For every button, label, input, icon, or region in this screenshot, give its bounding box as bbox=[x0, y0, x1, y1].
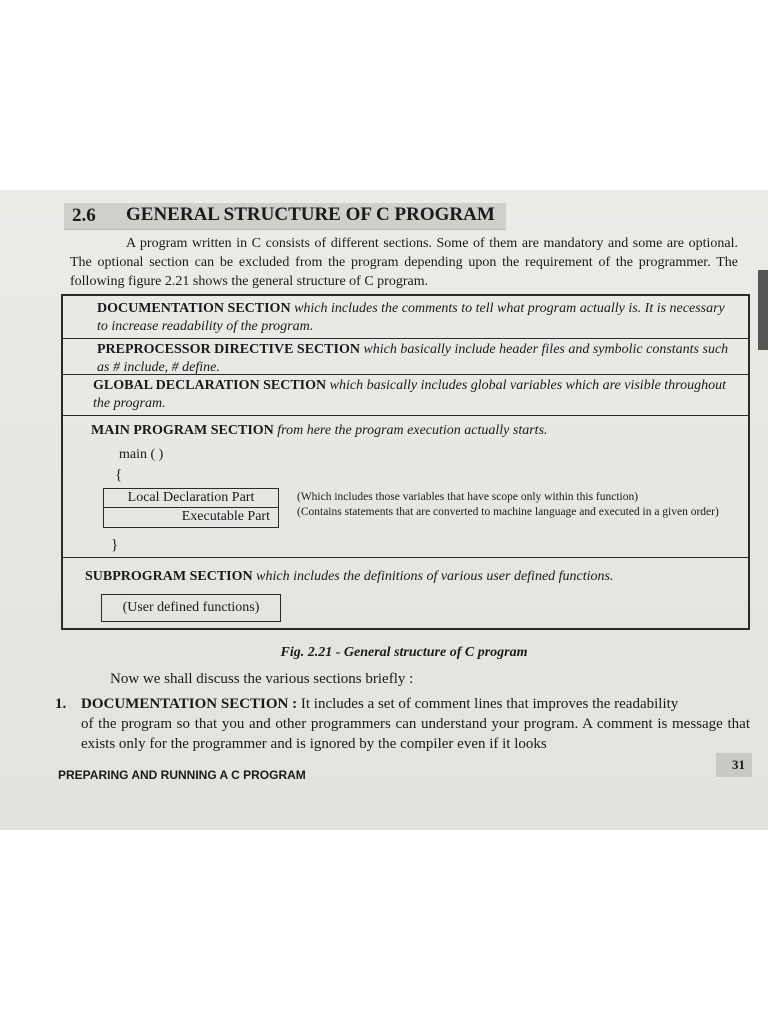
section-title: GENERAL STRUCTURE OF C PROGRAM bbox=[126, 204, 495, 225]
running-footer: PREPARING AND RUNNING A C PROGRAM bbox=[58, 768, 306, 782]
documentation-point bbox=[55, 694, 750, 754]
global-title: GLOBAL DECLARATION SECTION bbox=[93, 378, 327, 393]
preprocessor-desc: which basically include header files and symbolic constants such as # include, # define. bbox=[97, 342, 729, 375]
page-number: 31 bbox=[732, 757, 745, 772]
subprogram-desc: which includes the definitions of various user defined functions. bbox=[256, 569, 614, 584]
preprocessor-row bbox=[63, 339, 748, 375]
global-row bbox=[63, 375, 748, 416]
executable-part: Executable Part bbox=[181, 509, 270, 524]
main-title: MAIN PROGRAM SECTION bbox=[91, 423, 274, 438]
main-row bbox=[63, 416, 748, 558]
global-desc: which basically includes global variables which are visible throughout the program. bbox=[93, 378, 727, 411]
documentation-title: DOCUMENTATION SECTION bbox=[97, 301, 291, 316]
main-desc: from here the program execution actually starts. bbox=[277, 423, 548, 438]
main-call: main ( ) bbox=[119, 447, 164, 462]
point-number: 1. bbox=[55, 696, 67, 712]
documentation-row bbox=[63, 296, 748, 339]
intro-text: A program written in C consists of different sections. Some of them are mandatory and some are optional. The optional section can be excluded from the program depending upon the requirement of the programmer. The following figure 2.21 shows the general structure of C program. bbox=[70, 236, 738, 289]
point-title: DOCUMENTATION SECTION : bbox=[81, 696, 298, 712]
local-declaration-part: Local Declaration Part bbox=[104, 489, 278, 508]
now-text: Now we shall discuss the various sections briefly : bbox=[110, 671, 414, 687]
page-edge-mark bbox=[758, 270, 768, 350]
main-body-box bbox=[103, 488, 279, 528]
subprogram-title: SUBPROGRAM SECTION bbox=[85, 569, 253, 584]
documentation-desc: which includes the comments to tell what program actually is. It is necessary to increase readability of the program. bbox=[97, 301, 725, 334]
structure-figure bbox=[61, 294, 750, 630]
exec-note: (Contains statements that are converted to machine language and executed in a given order) bbox=[297, 506, 719, 518]
point-text-first: It includes a set of comment lines that improves the readability bbox=[300, 696, 679, 712]
user-defined-functions-box: (User defined functions) bbox=[101, 594, 281, 622]
intro-paragraph bbox=[70, 234, 738, 291]
section-number: 2.6 bbox=[72, 205, 96, 226]
point-text-rest: of the program so that you and other programmers can understand your program. A comment is message that exists only for the programmer and is ignored by the compiler even if it looks bbox=[81, 716, 750, 752]
main-notes bbox=[297, 490, 737, 520]
figure-caption: Fig. 2.21 - General structure of C program bbox=[280, 645, 528, 660]
close-brace: } bbox=[111, 537, 119, 553]
preprocessor-title: PREPROCESSOR DIRECTIVE SECTION bbox=[97, 342, 360, 357]
local-note: (Which includes those variables that have scope only within this function) bbox=[297, 491, 639, 503]
open-brace: { bbox=[115, 467, 123, 483]
